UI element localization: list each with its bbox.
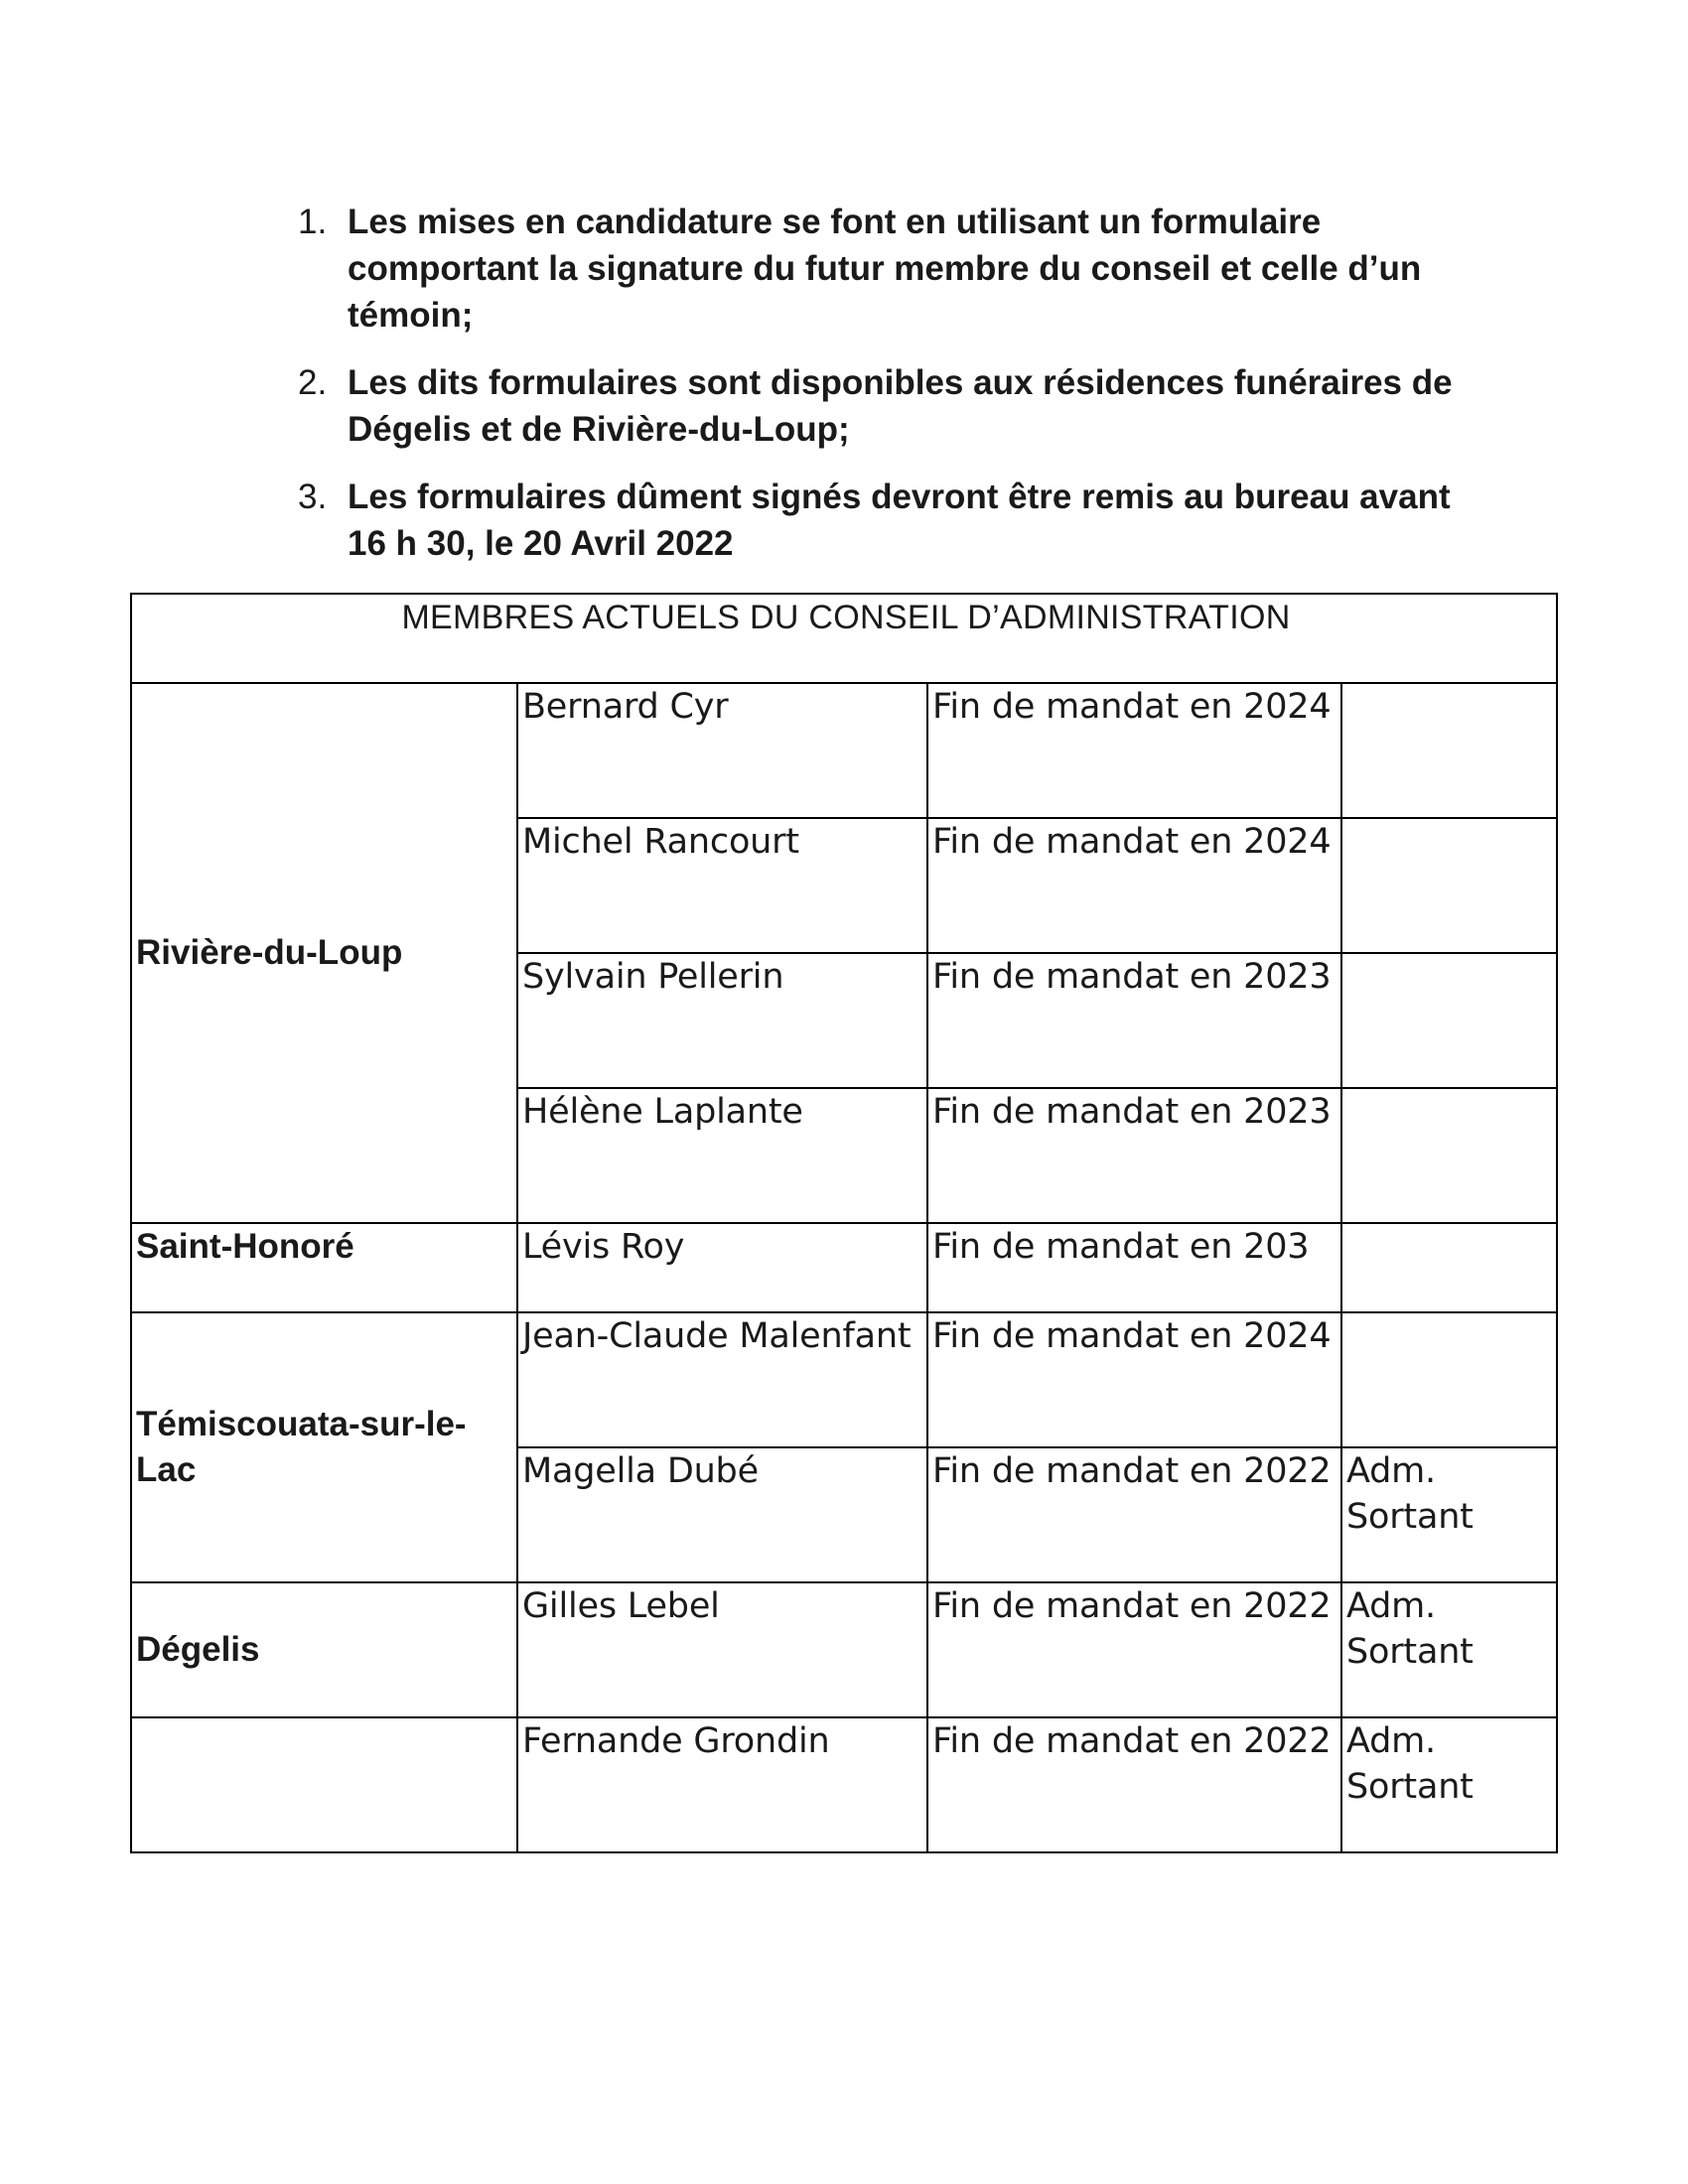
member-status	[1341, 1223, 1557, 1312]
member-status: Adm. Sortant	[1341, 1582, 1557, 1717]
member-name: Michel Rancourt	[517, 818, 927, 953]
member-name: Gilles Lebel	[517, 1582, 927, 1717]
table-row	[131, 1223, 1557, 1312]
city-cell: Rivière-du-Loup	[131, 683, 517, 1223]
table-title: MEMBRES ACTUELS DU CONSEIL D’ADMINISTRATION	[131, 594, 1557, 683]
member-name: Sylvain Pellerin	[517, 953, 927, 1088]
member-status	[1341, 683, 1557, 818]
candidacy-instructions-list	[298, 199, 1470, 588]
mandate-end: Fin de mandat en 2023	[927, 1088, 1341, 1223]
table-row	[131, 1717, 1557, 1852]
city-cell: Témiscouata-sur-le-Lac	[131, 1312, 517, 1582]
instruction-number: 1.	[298, 203, 328, 241]
instruction-number: 3.	[298, 478, 328, 516]
table-row	[131, 1582, 1557, 1717]
member-name: Fernande Grondin	[517, 1717, 927, 1852]
instruction-number: 2.	[298, 363, 328, 402]
instruction-item	[298, 359, 1470, 453]
instruction-item	[298, 199, 1470, 339]
mandate-end: Fin de mandat en 2022	[927, 1717, 1341, 1852]
member-name: Lévis Roy	[517, 1223, 927, 1312]
table-row	[131, 1312, 1557, 1447]
member-status	[1341, 1312, 1557, 1447]
mandate-end: Fin de mandat en 203	[927, 1223, 1341, 1312]
member-status	[1341, 818, 1557, 953]
member-status	[1341, 1088, 1557, 1223]
city-cell: Dégelis	[131, 1582, 517, 1717]
city-cell: Saint-Honoré	[131, 1223, 517, 1312]
mandate-end: Fin de mandat en 2024	[927, 683, 1341, 818]
member-name: Jean-Claude Malenfant	[517, 1312, 927, 1447]
city-cell	[131, 1717, 517, 1852]
mandate-end: Fin de mandat en 2024	[927, 818, 1341, 953]
member-status	[1341, 953, 1557, 1088]
mandate-end: Fin de mandat en 2024	[927, 1312, 1341, 1447]
member-status: Adm. Sortant	[1341, 1447, 1557, 1582]
member-status: Adm. Sortant	[1341, 1717, 1557, 1852]
table-row	[131, 683, 1557, 818]
member-name: Hélène Laplante	[517, 1088, 927, 1223]
instruction-item	[298, 474, 1470, 567]
member-name: Bernard Cyr	[517, 683, 927, 818]
instruction-text: Les mises en candidature se font en utilisant un formulaire comportant la signature du futur membre du conseil et celle d’un témoin;	[348, 203, 1422, 335]
board-members-table	[130, 593, 1558, 1853]
mandate-end: Fin de mandat en 2022	[927, 1582, 1341, 1717]
member-name: Magella Dubé	[517, 1447, 927, 1582]
instruction-text: Les dits formulaires sont disponibles aux résidences funéraires de Dégelis et de Rivière-du-Loup;	[348, 363, 1453, 449]
mandate-end: Fin de mandat en 2023	[927, 953, 1341, 1088]
table-header-row	[131, 594, 1557, 683]
instruction-text: Les formulaires dûment signés devront être remis au bureau avant 16 h 30, le 20 Avril 2022	[348, 478, 1451, 563]
mandate-end: Fin de mandat en 2022	[927, 1447, 1341, 1582]
